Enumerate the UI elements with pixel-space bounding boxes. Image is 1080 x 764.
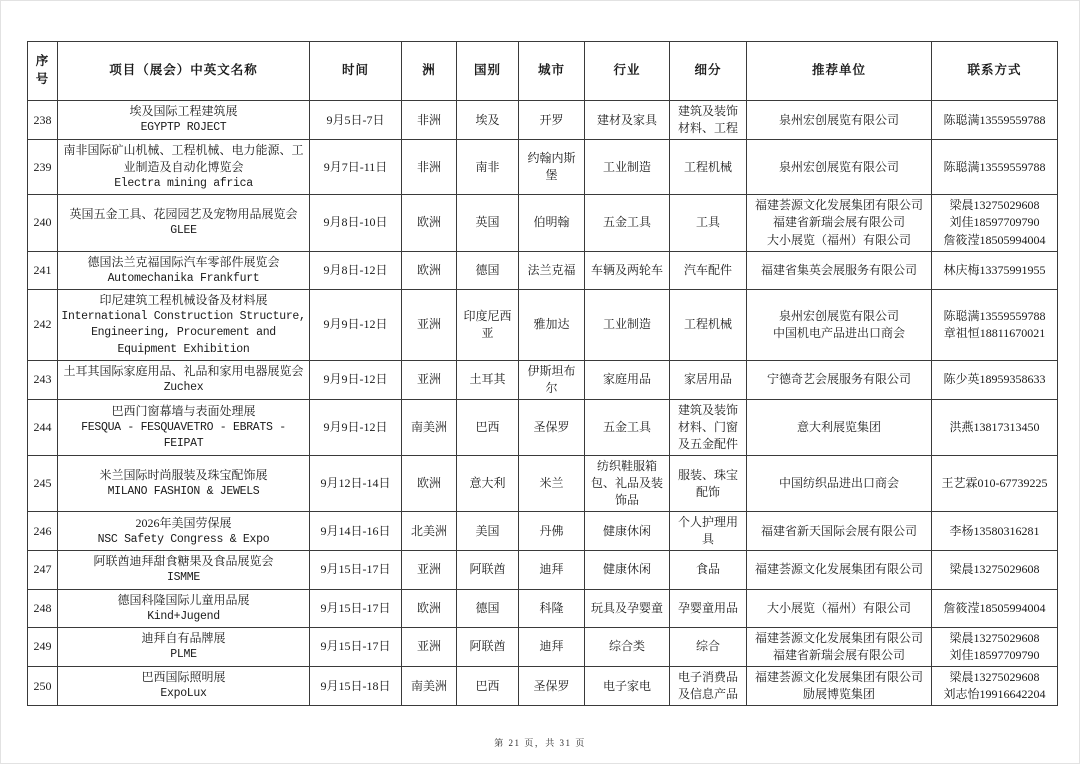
contact-line: 詹筱滢18505994004: [943, 600, 1046, 615]
cell-time: 9月14日-16日: [310, 512, 402, 551]
cell-time: 9月9日-12日: [310, 360, 402, 399]
recommender-line: 福建荟源文化发展集团有限公司: [754, 562, 923, 577]
cell-segment: 服装、珠宝配饰: [670, 456, 747, 512]
exhibition-name-cn: 土耳其国际家庭用品、礼品和家用电器展览会: [63, 364, 304, 379]
cell-country: 印度尼西亚: [457, 289, 519, 360]
recommender-line: 中国纺织品进出口商会: [778, 476, 899, 491]
cell-continent: 欧洲: [402, 195, 457, 251]
cell-segment: 建筑及装饰材料、门窗及五金配件: [670, 399, 747, 455]
header-time: 时间: [310, 42, 402, 101]
cell-seq: 245: [28, 456, 58, 512]
table-row: [28, 667, 1058, 706]
cell-time: 9月9日-12日: [310, 399, 402, 455]
cell-contacts: [932, 289, 1058, 360]
recommender-line: 福建省新瑞会展有限公司: [772, 647, 905, 662]
cell-city: 伊斯坦布尔: [519, 360, 585, 399]
exhibition-table: [27, 41, 1058, 706]
cell-continent: 欧洲: [402, 456, 457, 512]
table-row: [28, 456, 1058, 512]
cell-continent: 欧洲: [402, 589, 457, 627]
cell-city: 迪拜: [519, 551, 585, 589]
cell-country: 埃及: [457, 101, 519, 140]
contact-line: 梁晨13275029608: [949, 198, 1040, 213]
contact-line: 刘佳18597709790: [949, 647, 1040, 662]
cell-city: 科隆: [519, 589, 585, 627]
recommender-line: 励展博览集团: [802, 687, 875, 702]
cell-segment: 工程机械: [670, 289, 747, 360]
cell-time: 9月7日-11日: [310, 140, 402, 195]
cell-name: [58, 456, 310, 512]
table-header: [28, 42, 1058, 101]
cell-segment: 孕婴童用品: [670, 589, 747, 627]
cell-country: 巴西: [457, 667, 519, 706]
table-row: [28, 551, 1058, 589]
table-row: [28, 140, 1058, 195]
cell-time: 9月15日-17日: [310, 627, 402, 666]
cell-contacts: [932, 360, 1058, 399]
cell-continent: 亚洲: [402, 551, 457, 589]
cell-industry: 健康休闲: [585, 512, 670, 551]
cell-recommenders: [747, 101, 932, 140]
cell-city: 开罗: [519, 101, 585, 140]
exhibition-name-cn: 2026年美国劳保展: [135, 515, 232, 530]
cell-country: 阿联酋: [457, 551, 519, 589]
cell-time: 9月15日-18日: [310, 667, 402, 706]
contact-line: 刘志怡19916642204: [943, 687, 1046, 702]
exhibition-name-en: MILANO FASHION & JEWELS: [107, 484, 260, 498]
cell-city: 圣保罗: [519, 399, 585, 455]
cell-country: 南非: [457, 140, 519, 195]
cell-name: [58, 667, 310, 706]
cell-continent: 非洲: [402, 140, 457, 195]
cell-name: [58, 140, 310, 195]
cell-industry: 车辆及两轮车: [585, 251, 670, 289]
cell-contacts: [932, 627, 1058, 666]
cell-industry: 电子家电: [585, 667, 670, 706]
cell-time: 9月12日-14日: [310, 456, 402, 512]
table-row: [28, 512, 1058, 551]
recommender-line: 宁德奇艺会展服务有限公司: [766, 372, 911, 387]
exhibition-name-en: Zuchex: [163, 381, 204, 395]
header-country: 国别: [457, 42, 519, 101]
exhibition-name-en: FESQUA - FESQUAVETRO - EBRATS - FEIPAT: [81, 420, 286, 451]
cell-seq: 248: [28, 589, 58, 627]
cell-continent: 南美洲: [402, 399, 457, 455]
recommender-line: 福建省集英会展服务有限公司: [760, 262, 917, 277]
header-seq: 序号: [28, 42, 58, 101]
cell-segment: 工具: [670, 195, 747, 251]
cell-continent: 非洲: [402, 101, 457, 140]
cell-seq: 241: [28, 251, 58, 289]
cell-city: 约翰内斯堡: [519, 140, 585, 195]
cell-recommenders: [747, 289, 932, 360]
cell-seq: 250: [28, 667, 58, 706]
cell-time: 9月5日-7日: [310, 101, 402, 140]
cell-name: [58, 399, 310, 455]
cell-city: 伯明翰: [519, 195, 585, 251]
exhibition-name-en: Kind+Jugend: [147, 609, 220, 623]
cell-name: [58, 101, 310, 140]
contact-line: 陈聪满13559559788: [943, 112, 1046, 127]
cell-city: 迪拜: [519, 627, 585, 666]
cell-name: [58, 512, 310, 551]
contact-line: 陈少英18959358633: [943, 372, 1046, 387]
cell-recommenders: [747, 627, 932, 666]
cell-name: [58, 195, 310, 251]
header-recommender: 推荐单位: [747, 42, 932, 101]
cell-industry: 健康休闲: [585, 551, 670, 589]
cell-recommenders: [747, 195, 932, 251]
cell-seq: 239: [28, 140, 58, 195]
cell-contacts: [932, 101, 1058, 140]
recommender-line: 福建省新瑞会展有限公司: [772, 215, 905, 230]
cell-country: 阿联酋: [457, 627, 519, 666]
header-city: 城市: [519, 42, 585, 101]
cell-country: 意大利: [457, 456, 519, 512]
cell-country: 美国: [457, 512, 519, 551]
exhibition-name-cn: 阿联酋迪拜甜食糖果及食品展览会: [93, 554, 274, 569]
table-row: [28, 195, 1058, 251]
cell-city: 圣保罗: [519, 667, 585, 706]
cell-contacts: [932, 195, 1058, 251]
exhibition-name-en: ExpoLux: [160, 687, 207, 701]
cell-contacts: [932, 667, 1058, 706]
cell-recommenders: [747, 551, 932, 589]
recommender-line: 福建荟源文化发展集团有限公司: [754, 630, 923, 645]
header-segment: 细分: [670, 42, 747, 101]
recommender-line: 泉州宏创展览有限公司: [778, 112, 899, 127]
cell-time: 9月8日-12日: [310, 251, 402, 289]
table-body: [28, 101, 1058, 706]
cell-recommenders: [747, 512, 932, 551]
exhibition-name-en: ISMME: [166, 571, 200, 585]
cell-industry: 工业制造: [585, 140, 670, 195]
cell-segment: 个人护理用具: [670, 512, 747, 551]
cell-name: [58, 589, 310, 627]
header-contact: 联系方式: [932, 42, 1058, 101]
table-row: [28, 360, 1058, 399]
cell-name: [58, 627, 310, 666]
contact-line: 陈聪满13559559788: [943, 159, 1046, 174]
cell-segment: 食品: [670, 551, 747, 589]
contact-line: 林庆梅13375991955: [943, 262, 1046, 277]
exhibition-name-cn: 巴西门窗幕墙与表面处理展: [111, 403, 256, 418]
exhibition-name-en: PLME: [170, 648, 197, 662]
table-row: [28, 251, 1058, 289]
exhibition-name-en: EGYPTP ROJECT: [140, 121, 227, 135]
exhibition-name-cn: 迪拜自有品牌展: [141, 631, 226, 646]
cell-seq: 247: [28, 551, 58, 589]
cell-city: 法兰克福: [519, 251, 585, 289]
cell-name: [58, 551, 310, 589]
cell-seq: 240: [28, 195, 58, 251]
contact-line: 梁晨13275029608: [949, 562, 1040, 577]
cell-continent: 亚洲: [402, 627, 457, 666]
cell-industry: 工业制造: [585, 289, 670, 360]
recommender-line: 泉州宏创展览有限公司: [778, 308, 899, 323]
cell-continent: 南美洲: [402, 667, 457, 706]
cell-segment: 电子消费品及信息产品: [670, 667, 747, 706]
exhibition-name-cn: 德国科隆国际儿童用品展: [117, 592, 250, 607]
cell-country: 德国: [457, 589, 519, 627]
recommender-line: 大小展览（福州）有限公司: [766, 232, 911, 247]
cell-continent: 亚洲: [402, 289, 457, 360]
cell-contacts: [932, 512, 1058, 551]
cell-industry: 五金工具: [585, 399, 670, 455]
cell-recommenders: [747, 251, 932, 289]
recommender-line: 福建荟源文化发展集团有限公司: [754, 670, 923, 685]
exhibition-name-cn: 巴西国际照明展: [141, 670, 226, 685]
cell-contacts: [932, 251, 1058, 289]
cell-recommenders: [747, 360, 932, 399]
contact-line: 梁晨13275029608: [949, 670, 1040, 685]
table-row: [28, 289, 1058, 360]
exhibition-name-cn: 英国五金工具、花园园艺及宠物用品展览会: [69, 207, 298, 222]
cell-country: 巴西: [457, 399, 519, 455]
header-name: 项目（展会）中英文名称: [58, 42, 310, 101]
cell-country: 德国: [457, 251, 519, 289]
cell-seq: 249: [28, 627, 58, 666]
cell-seq: 238: [28, 101, 58, 140]
recommender-line: 大小展览（福州）有限公司: [766, 600, 911, 615]
header-continent: 洲: [402, 42, 457, 101]
cell-name: [58, 289, 310, 360]
cell-seq: 246: [28, 512, 58, 551]
cell-industry: 家庭用品: [585, 360, 670, 399]
contact-line: 章祖恒18811670021: [943, 325, 1046, 340]
cell-industry: 五金工具: [585, 195, 670, 251]
cell-industry: 纺织鞋服箱包、礼品及装饰品: [585, 456, 670, 512]
cell-name: [58, 251, 310, 289]
cell-city: 丹佛: [519, 512, 585, 551]
exhibition-name-en: International Construction Structure, Engineering, Procurement and Equipment Exhibition: [61, 309, 306, 356]
cell-country: 土耳其: [457, 360, 519, 399]
cell-continent: 北美洲: [402, 512, 457, 551]
cell-segment: 工程机械: [670, 140, 747, 195]
cell-time: 9月9日-12日: [310, 289, 402, 360]
exhibition-name-en: Electra mining africa: [114, 177, 253, 191]
contact-line: 洪燕13817313450: [949, 420, 1040, 435]
cell-recommenders: [747, 140, 932, 195]
cell-city: 雅加达: [519, 289, 585, 360]
exhibition-name-cn: 德国法兰克福国际汽车零部件展览会: [87, 254, 280, 269]
header-industry: 行业: [585, 42, 670, 101]
cell-name: [58, 360, 310, 399]
cell-industry: 玩具及孕婴童: [585, 589, 670, 627]
recommender-line: 意大利展览集团: [796, 420, 881, 435]
exhibition-name-cn: 米兰国际时尚服装及珠宝配饰展: [99, 467, 268, 482]
contact-line: 詹筱滢18505994004: [943, 232, 1046, 247]
cell-contacts: [932, 399, 1058, 455]
cell-recommenders: [747, 399, 932, 455]
cell-time: 9月15日-17日: [310, 551, 402, 589]
cell-seq: 244: [28, 399, 58, 455]
exhibition-name-cn: 埃及国际工程建筑展: [129, 104, 238, 119]
cell-continent: 亚洲: [402, 360, 457, 399]
recommender-line: 福建省新天国际会展有限公司: [760, 523, 917, 538]
cell-segment: 建筑及装饰材料、工程: [670, 101, 747, 140]
recommender-line: 中国机电产品进出口商会: [772, 325, 905, 340]
cell-contacts: [932, 456, 1058, 512]
cell-contacts: [932, 551, 1058, 589]
table-row: [28, 399, 1058, 455]
table-row: [28, 589, 1058, 627]
cell-recommenders: [747, 456, 932, 512]
cell-contacts: [932, 589, 1058, 627]
exhibition-name-cn: 印尼建筑工程机械设备及材料展: [99, 292, 268, 307]
cell-segment: 综合: [670, 627, 747, 666]
cell-segment: 家居用品: [670, 360, 747, 399]
cell-industry: 综合类: [585, 627, 670, 666]
exhibition-name-en: NSC Safety Congress & Expo: [97, 532, 270, 546]
table-row: [28, 627, 1058, 666]
cell-seq: 243: [28, 360, 58, 399]
table-row: [28, 101, 1058, 140]
cell-continent: 欧洲: [402, 251, 457, 289]
recommender-line: 泉州宏创展览有限公司: [778, 159, 899, 174]
contact-line: 刘佳18597709790: [949, 215, 1040, 230]
cell-recommenders: [747, 667, 932, 706]
header-row: [28, 42, 1058, 101]
contact-line: 王艺霖010-67739225: [941, 476, 1048, 491]
page-number: 第 21 页，共 31 页: [494, 738, 586, 748]
contact-line: 梁晨13275029608: [949, 630, 1040, 645]
exhibition-name-en: GLEE: [170, 224, 197, 238]
exhibition-name-cn: 南非国际矿山机械、工程机械、电力能源、工业制造及自动化博览会: [63, 143, 304, 175]
contact-line: 李杨13580316281: [949, 523, 1040, 538]
cell-seq: 242: [28, 289, 58, 360]
cell-time: 9月15日-17日: [310, 589, 402, 627]
cell-recommenders: [747, 589, 932, 627]
cell-city: 米兰: [519, 456, 585, 512]
cell-country: 英国: [457, 195, 519, 251]
cell-contacts: [932, 140, 1058, 195]
cell-industry: 建材及家具: [585, 101, 670, 140]
cell-segment: 汽车配件: [670, 251, 747, 289]
recommender-line: 福建荟源文化发展集团有限公司: [754, 198, 923, 213]
contact-line: 陈聪满13559559788: [943, 308, 1046, 323]
cell-time: 9月8日-10日: [310, 195, 402, 251]
exhibition-name-en: Automechanika Frankfurt: [107, 271, 260, 285]
